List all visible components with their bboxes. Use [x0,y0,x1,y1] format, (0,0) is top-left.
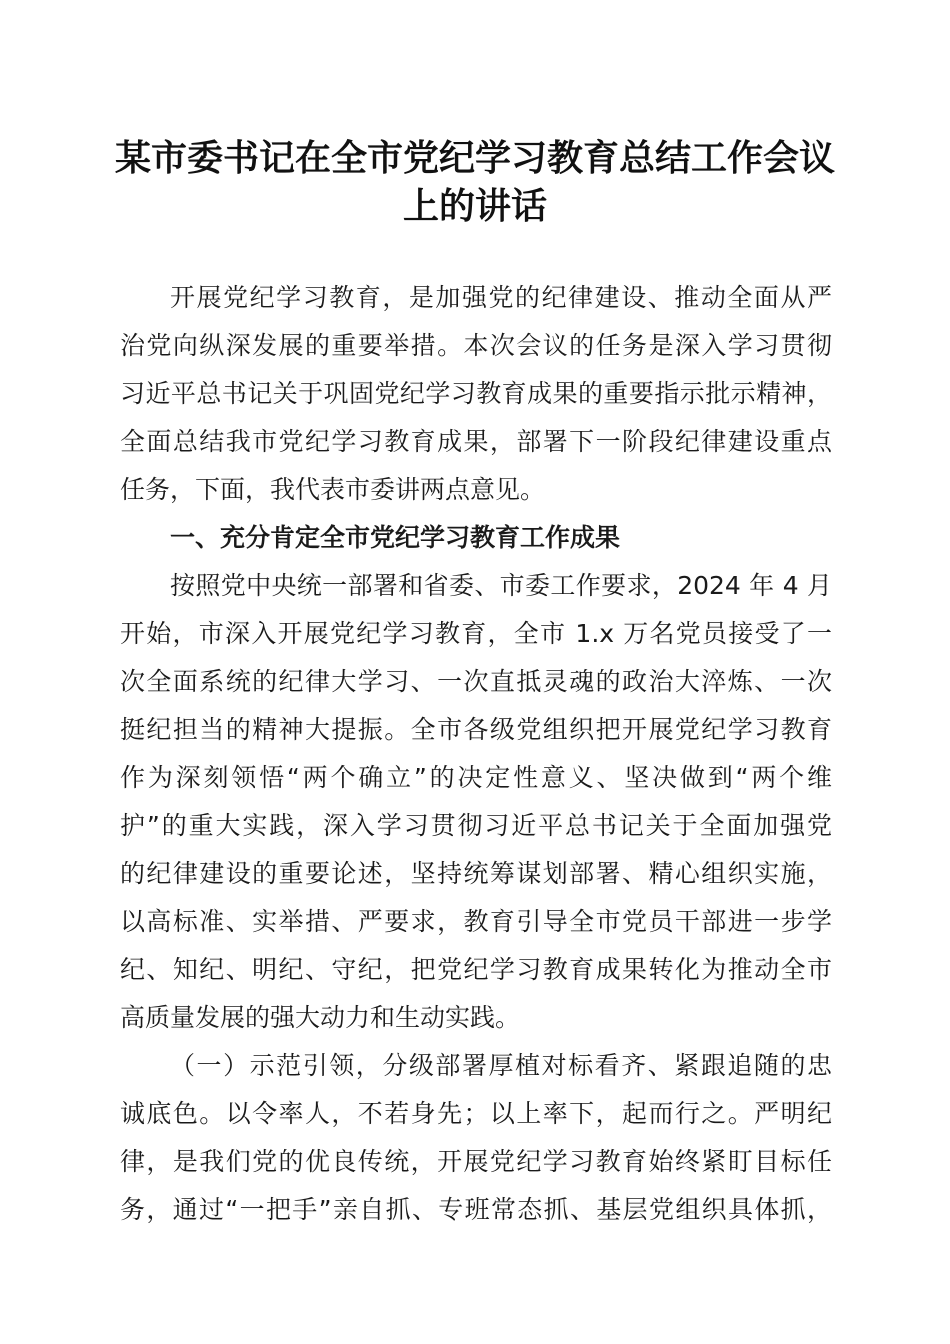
subsection-1-line: （一）示范引领，分级部署厚植对标看齐、紧跟追随的忠 [170,1051,832,1080]
section-1-line: 作为深刻领悟“两个确立”的决定性意义、坚决做到“两个维 [120,763,832,792]
subsection-1-line: 律，是我们党的优良传统，开展党纪学习教育始终紧盯目标任 [120,1147,832,1176]
intro-line: 任务，下面，我代表市委讲两点意见。 [120,475,546,504]
section-1-line: 护”的重大实践，深入学习贯彻习近平总书记关于全面加强党 [120,811,832,840]
subsection-1-line: 务，通过“一把手”亲自抓、专班常态抓、基层党组织具体抓， [120,1195,832,1224]
document-title-line-1: 某市委书记在全市党纪学习教育总结工作会议 [114,137,835,179]
subsection-1-line: 诚底色。以令率人，不若身先；以上率下，起而行之。严明纪 [120,1099,832,1128]
section-1-line: 高质量发展的强大动力和生动实践。 [120,1003,521,1032]
section-1-line: 按照党中央统一部署和省委、市委工作要求，2024 年 4 月 [170,571,832,600]
intro-line: 治党向纵深发展的重要举措。本次会议的任务是深入学习贯彻 [120,331,832,360]
intro-line: 全面总结我市党纪学习教育成果，部署下一阶段纪律建设重点 [120,427,832,456]
section-1-line: 的纪律建设的重要论述，坚持统筹谋划部署、精心组织实施， [120,859,832,888]
intro-line: 习近平总书记关于巩固党纪学习教育成果的重要指示批示精神， [120,379,832,408]
document-title-line-2: 上的讲话 [402,185,547,227]
section-1-line: 以高标准、实举措、严要求，教育引导全市党员干部进一步学 [120,907,832,936]
section-1-line: 纪、知纪、明纪、守纪，把党纪学习教育成果转化为推动全市 [120,955,832,984]
section-1-line: 挺纪担当的精神大提振。全市各级党组织把开展党纪学习教育 [120,715,832,744]
section-1-line: 次全面系统的纪律大学习、一次直抵灵魂的政治大淬炼、一次 [120,667,832,696]
section-1-line: 开始，市深入开展党纪学习教育，全市 1.x 万名党员接受了一 [120,619,832,648]
intro-line: 开展党纪学习教育，是加强党的纪律建设、推动全面从严 [170,283,832,312]
section-1-heading: 一、充分肯定全市党纪学习教育工作成果 [170,523,621,552]
